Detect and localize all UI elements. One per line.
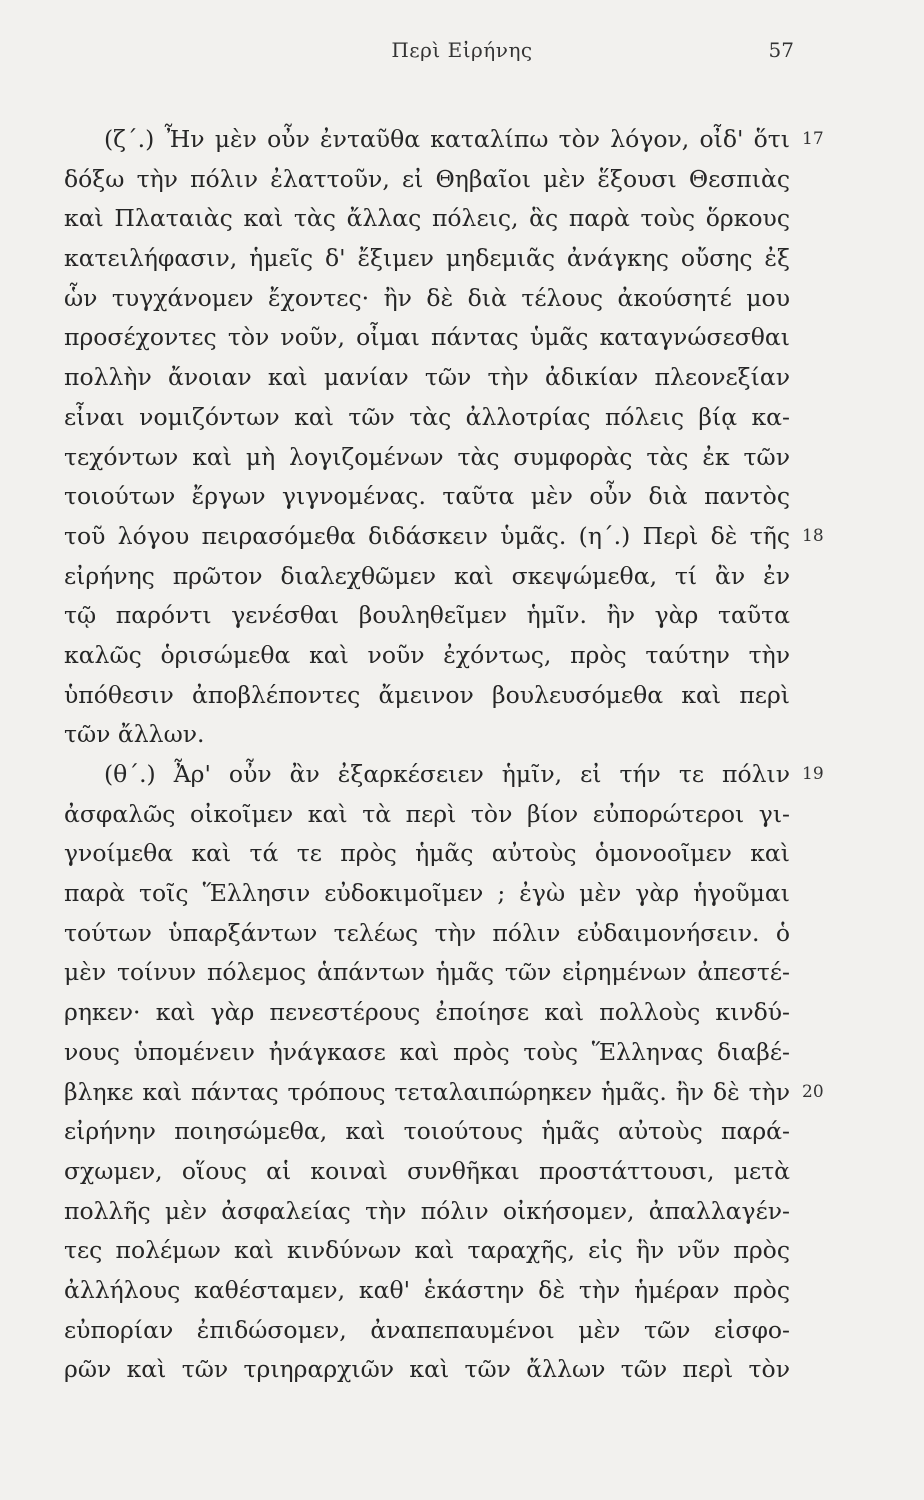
line-text: καὶ Πλαταιὰς καὶ τὰς ἄλλας πόλεις, ἃς παρὰ τοὺς ὅρκους xyxy=(64,204,790,233)
text-line xyxy=(64,160,814,200)
line-text: πολλῆς μὲν ἀσφαλείας τὴν πόλιν οἰκήσομεν, ἀπαλλαγέν- xyxy=(64,1196,790,1225)
text-line xyxy=(64,557,814,597)
section-number: 18 xyxy=(802,525,824,546)
page-number: 57 xyxy=(768,38,794,62)
text-line xyxy=(64,715,814,755)
text-line xyxy=(64,318,814,358)
line-text: τες πολέμων καὶ κινδύνων καὶ ταραχῆς, εἰς ἣν νῦν πρὸς xyxy=(64,1236,790,1265)
line-text: τεχόντων καὶ μὴ λογιζομένων τὰς συμφορὰς τὰς ἐκ τῶν xyxy=(64,442,790,471)
text-line xyxy=(64,120,824,160)
text-line xyxy=(64,199,814,239)
section-number: 19 xyxy=(802,764,824,784)
line-text: ὧν τυγχάνομεν ἔχοντες· ἢν δὲ διὰ τέλους ἀκούσητέ μου xyxy=(64,283,790,312)
line-text: ρῶν καὶ τῶν τριηραρχιῶν καὶ τῶν ἄλλων τῶν περὶ τὸν xyxy=(64,1355,790,1384)
section-number: 17 xyxy=(802,129,824,149)
line-text: κατειλήφασιν, ἡμεῖς δ' ἔξιμεν μηδεμιᾶς ἀνάγκης οὔσης ἐξ xyxy=(64,244,790,273)
line-text: μὲν τοίνυν πόλεμος ἁπάντων ἡμᾶς τῶν εἰρημένων ἀπεστέ- xyxy=(64,958,790,987)
line-text: δόξω τὴν πόλιν ἐλαττοῦν, εἰ Θηβαῖοι μὲν ἕξουσι Θεσπιὰς xyxy=(64,164,790,193)
text-line xyxy=(64,874,814,914)
text-line xyxy=(64,596,814,636)
line-text: εἰρήνης πρῶτον διαλεχθῶμεν καὶ σκεψώμεθα, τί ἂν ἐν xyxy=(64,561,790,590)
line-text: τῶν ἄλλων. xyxy=(64,720,205,749)
line-text: εὐπορίαν ἐπιδώσομεν, ἀναπεπαυμένοι μὲν τῶν εἰσφο- xyxy=(64,1315,790,1344)
text-line xyxy=(64,358,814,398)
line-text: (θ΄.) Ἆρ' οὖν ἂν ἐξαρκέσειεν ἡμῖν, εἰ τήν τε πόλιν xyxy=(104,760,790,788)
text-line xyxy=(64,676,814,716)
text-line xyxy=(64,398,814,438)
text-line xyxy=(64,1112,814,1152)
text-line xyxy=(64,993,814,1033)
line-text: παρὰ τοῖς Ἕλλησιν εὐδοκιμοῖμεν ; ἐγὼ μὲν γὰρ ἡγοῦμαι xyxy=(64,879,790,908)
section-number: 20 xyxy=(802,1081,824,1102)
text-line xyxy=(64,1073,824,1113)
line-text: ἀσφαλῶς οἰκοῖμεν καὶ τὰ περὶ τὸν βίον εὐπορώτεροι γι- xyxy=(64,799,790,828)
line-text: πολλὴν ἄνοιαν καὶ μανίαν τῶν τὴν ἀδικίαν πλεονεξίαν xyxy=(64,363,790,392)
text-line xyxy=(64,953,814,993)
text-line xyxy=(64,755,824,795)
text-line xyxy=(64,1271,814,1311)
line-text: εἶναι νομιζόντων καὶ τῶν τὰς ἀλλοτρίας πόλεις βίᾳ κα- xyxy=(64,402,790,431)
body-text xyxy=(64,120,824,1390)
line-text: ρηκεν· καὶ γὰρ πενεστέρους ἐποίησε καὶ πολλοὺς κινδύ- xyxy=(64,998,790,1027)
text-line xyxy=(64,239,814,279)
line-text: καλῶς ὁρισώμεθα καὶ νοῦν ἐχόντως, πρὸς ταύτην τὴν xyxy=(64,640,790,669)
text-line xyxy=(64,1350,814,1390)
line-text: προσέχοντες τὸν νοῦν, οἶμαι πάντας ὑμᾶς καταγνώσεσθαι xyxy=(64,323,790,352)
line-text: ἀλλήλους καθέσταμεν, καθ' ἑκάστην δὲ τὴν ἡμέραν πρὸς xyxy=(64,1275,790,1304)
line-text: τοιούτων ἔργων γιγνομένας. ταῦτα μὲν οὖν διὰ παντὸς xyxy=(64,482,790,511)
text-line xyxy=(64,438,814,478)
line-text: τούτων ὑπαρξάντων τελέως τὴν πόλιν εὐδαιμονήσειν. ὁ xyxy=(64,918,790,947)
text-line xyxy=(64,1152,814,1192)
text-line xyxy=(64,517,824,557)
line-text: τοῦ λόγου πειρασόμεθα διδάσκειν ὑμᾶς. (η΄.) Περὶ δὲ τῆς xyxy=(64,521,790,550)
line-text: γνοίμεθα καὶ τά τε πρὸς ἡμᾶς αὐτοὺς ὁμονοοῖμεν καὶ xyxy=(64,839,790,868)
text-line xyxy=(64,1311,814,1351)
line-text: εἰρήνην ποιησώμεθα, καὶ τοιούτους ἡμᾶς αὐτοὺς παρά- xyxy=(64,1117,790,1146)
text-line xyxy=(64,914,814,954)
text-line xyxy=(64,279,814,319)
text-line xyxy=(64,795,814,835)
running-head: Περὶ Εἰρήνης xyxy=(391,38,533,62)
line-text: σχωμεν, οἵους αἱ κοιναὶ συνθῆκαι προστάττουσι, μετὰ xyxy=(64,1156,790,1185)
text-line xyxy=(64,1033,814,1073)
line-text: ὑπόθεσιν ἀποβλέποντες ἄμεινον βουλευσόμεθα καὶ περὶ xyxy=(64,680,790,709)
text-line xyxy=(64,636,814,676)
line-text: τῷ παρόντι γενέσθαι βουληθεῖμεν ἡμῖν. ἢν γὰρ ταῦτα xyxy=(64,601,790,630)
line-text: (ζ΄.) Ἦν μὲν οὖν ἐνταῦθα καταλίπω τὸν λόγον, οἶδ' ὅτι xyxy=(104,125,790,153)
text-line xyxy=(64,477,814,517)
line-text: νους ὑπομένειν ἠνάγκασε καὶ πρὸς τοὺς Ἕλληνας διαβέ- xyxy=(64,1037,790,1066)
text-line xyxy=(64,1231,814,1271)
text-line xyxy=(64,834,814,874)
line-text: βληκε καὶ πάντας τρόπους τεταλαιπώρηκεν ἡμᾶς. ἢν δὲ τὴν xyxy=(64,1077,790,1106)
text-line xyxy=(64,1192,814,1232)
